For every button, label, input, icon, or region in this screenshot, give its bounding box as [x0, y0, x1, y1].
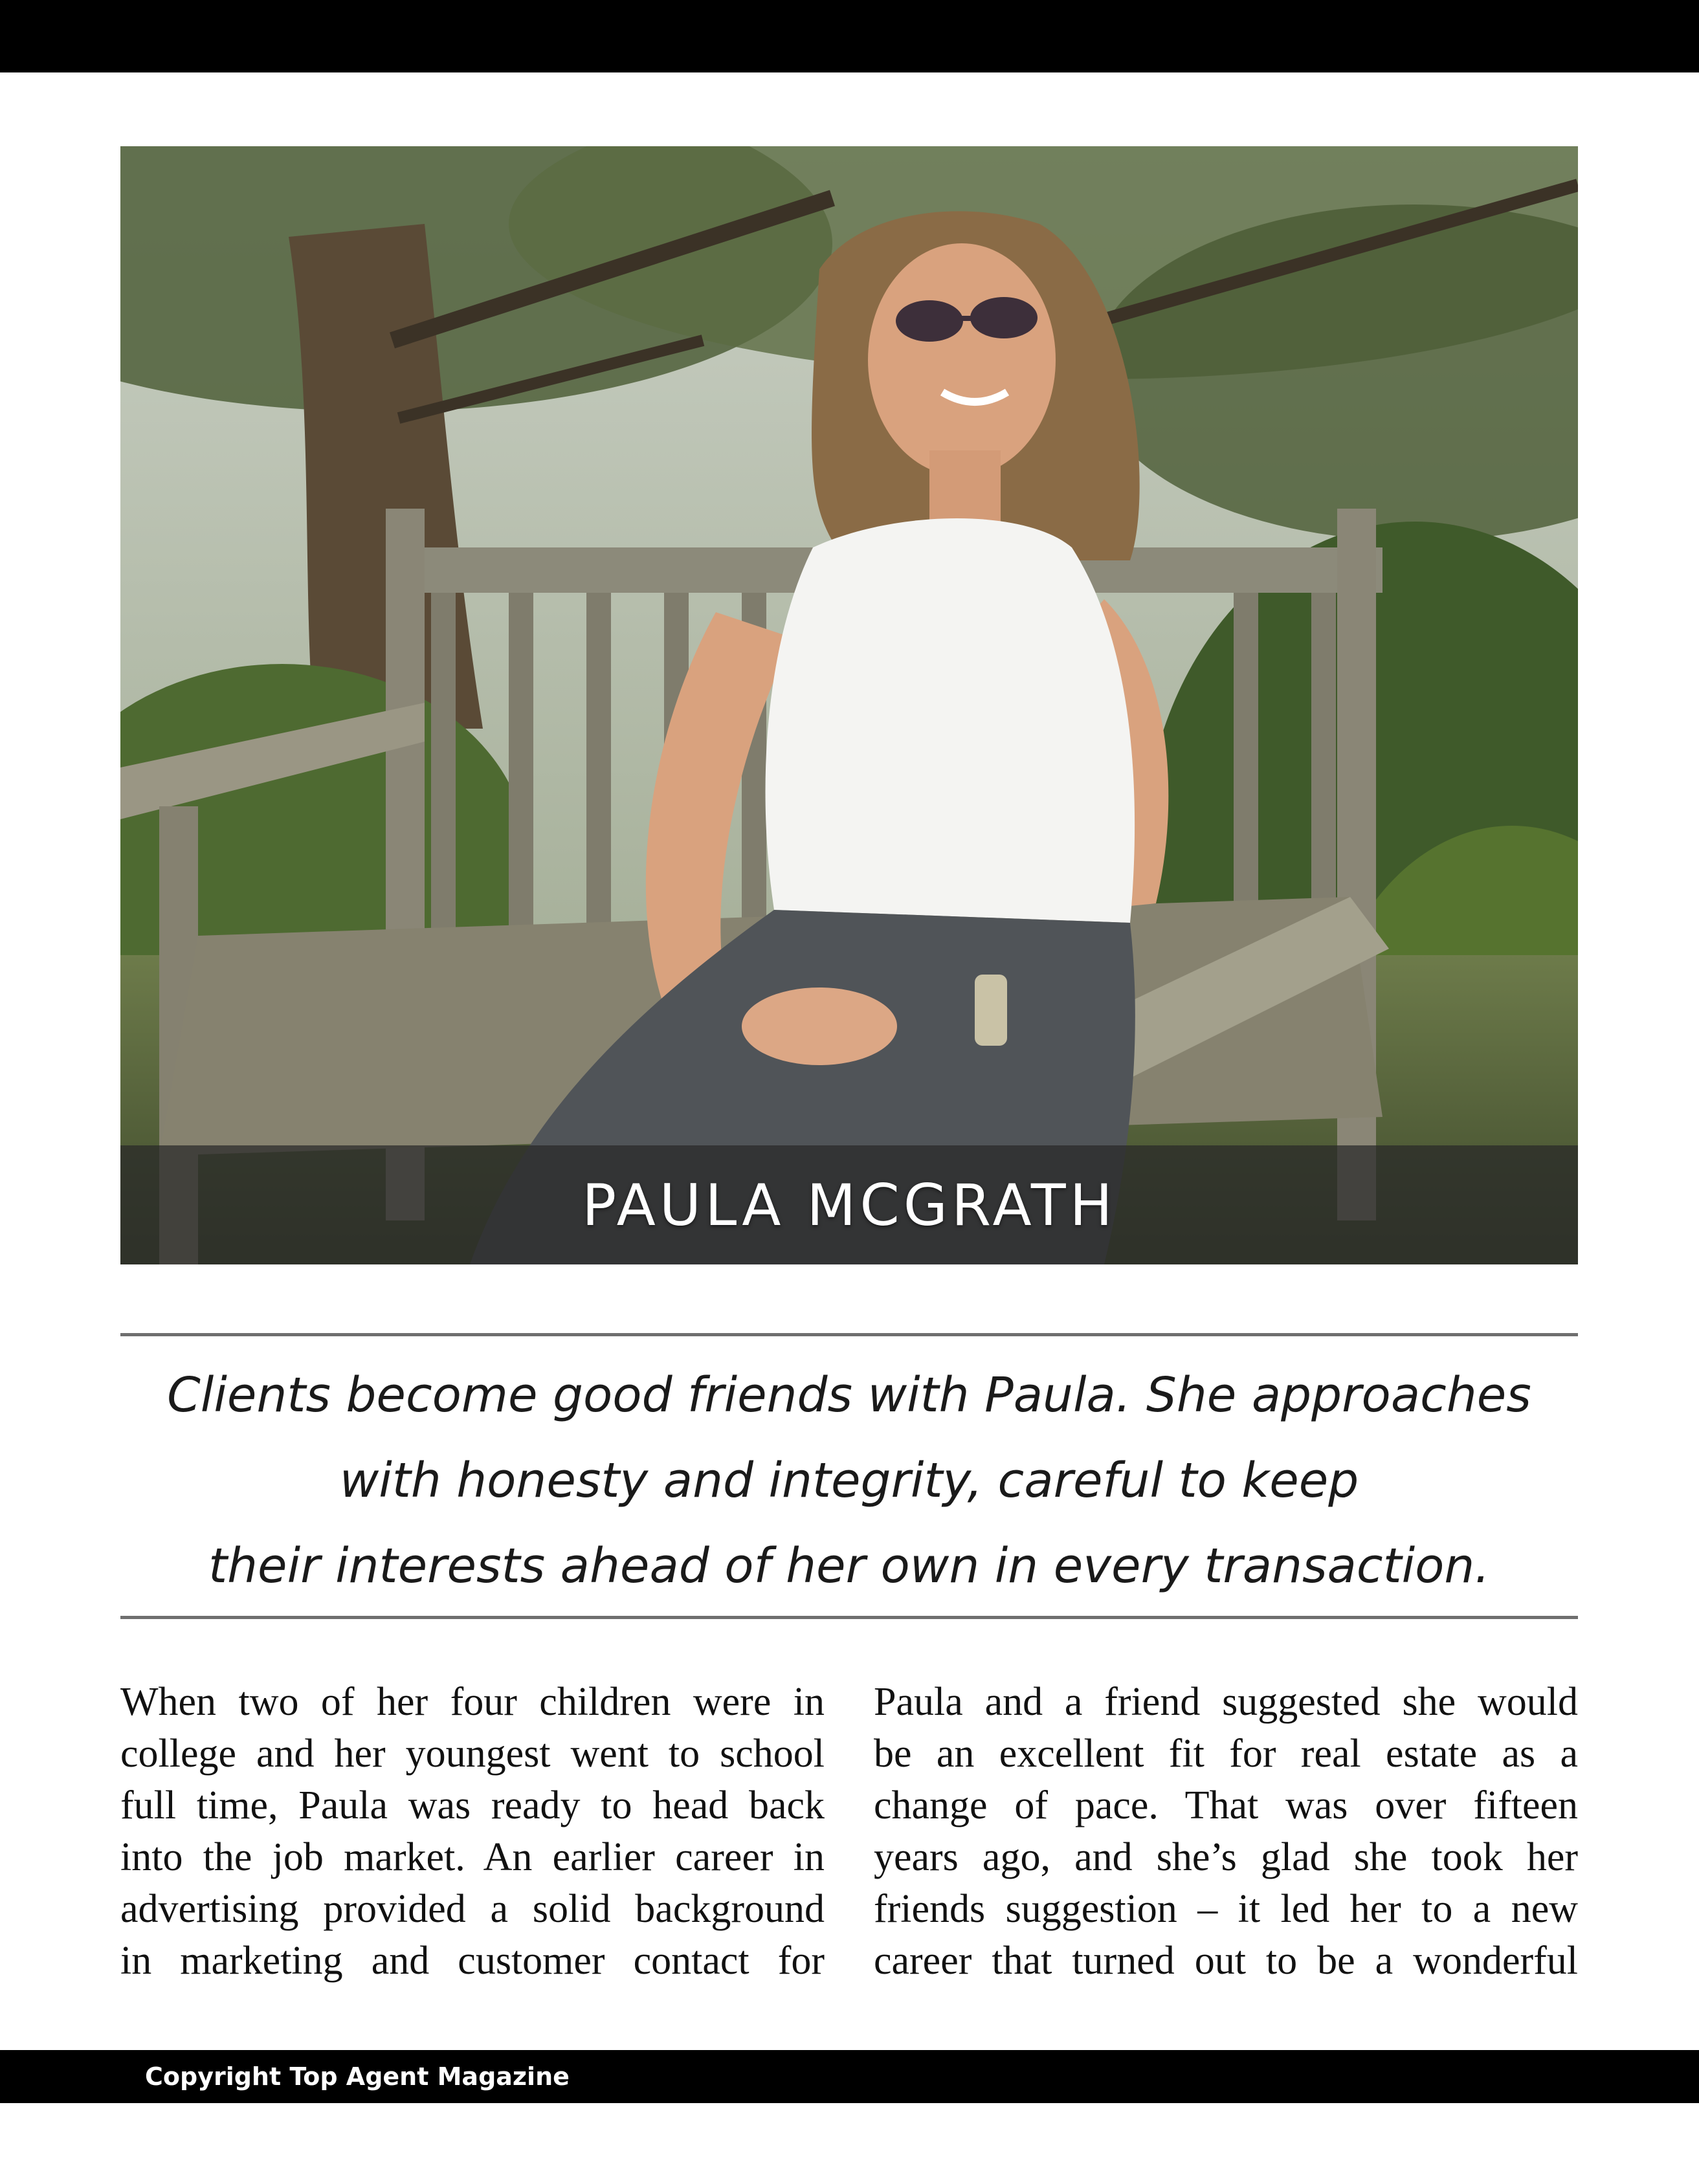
body-line: change of pace. That was over fifteen — [874, 1783, 1578, 1827]
pullquote-line: Clients become good friends with Paula. She approaches — [167, 1367, 1531, 1423]
pull-quote — [120, 1352, 1578, 1609]
copyright-text: Copyright Top Agent Magazine — [145, 2062, 570, 2091]
body-line: full time, Paula was ready to head back — [120, 1783, 825, 1827]
body-line: advertising provided a solid background — [120, 1887, 825, 1931]
pullquote-line: with honesty and integrity, careful to keep — [339, 1453, 1359, 1508]
body-line: into the job market. An earlier career in — [120, 1835, 825, 1879]
pullquote-bottom-rule — [120, 1616, 1578, 1619]
footer-bar — [0, 2050, 1699, 2103]
pullquote-line: their interests ahead of her own in every transaction. — [208, 1538, 1490, 1594]
hero-photo — [120, 146, 1578, 1264]
body-line: be an excellent fit for real estate as a — [874, 1732, 1578, 1776]
body-column-right — [874, 1676, 1578, 1987]
agent-name: PAULA MCGRATH — [582, 1171, 1116, 1239]
body-line: in marketing and customer contact for — [120, 1939, 825, 1983]
body-line: friends suggestion – it led her to a new — [874, 1887, 1578, 1931]
top-black-bar — [0, 0, 1699, 72]
pullquote-top-rule — [120, 1333, 1578, 1336]
name-caption-band — [120, 1145, 1578, 1264]
body-column-left — [120, 1676, 825, 1987]
body-line: college and her youngest went to school — [120, 1732, 825, 1776]
body-line: When two of her four children were in — [120, 1680, 825, 1724]
body-line: career that turned out to be a wonderful — [874, 1939, 1578, 1983]
body-line: Paula and a friend suggested she would — [874, 1680, 1578, 1724]
portrait-illustration — [120, 146, 1578, 1264]
body-line: years ago, and she’s glad she took her — [874, 1835, 1578, 1879]
